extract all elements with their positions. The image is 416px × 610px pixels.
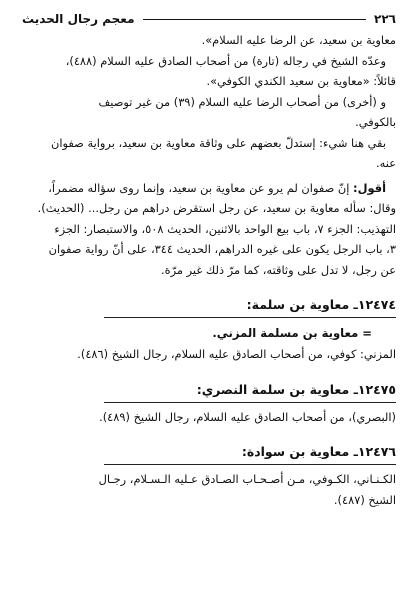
entry-12474 [22, 294, 396, 365]
entry-title: ١٢٤٧٦ـ معاوية بن سوادة: [241, 444, 396, 459]
continuation-block [22, 30, 396, 174]
text-line: بالكوفي. [355, 115, 396, 129]
text-line: معاوية بن سعيد، عن الرضا عليه السلام». [201, 33, 396, 47]
text-line: وقال: سأله معاوية بن سعيد، عن رجل استقرض دراهم من رجل... (الحديث). [37, 201, 396, 215]
text-line: و (أخرى) من أصحاب الرضا عليه السلام (٣٩) من غير توصيف [98, 94, 386, 109]
entry-text: الشيخ (٤٨٧). [333, 492, 396, 507]
entry-text: (البصري)، من أصحاب الصادق عليه السلام، رجال الشيخ (٤٨٩). [99, 409, 396, 424]
entry-divider [104, 464, 396, 465]
text-line: عن رجل، لا تدل على وثاقته، كما مرّ ذلك غير مرّة. [161, 262, 396, 277]
header-rule [143, 19, 367, 20]
text-line: عنه. [376, 156, 396, 170]
text-line: بقي هنا شيء: إستدلّ بعضهم على وثاقة معاوية بن سعيد، برواية صفوان [51, 135, 386, 150]
cross-reference: = معاوية بن مسلمة المزني. [212, 326, 372, 340]
running-title: معجم رجال الحديث [22, 12, 135, 26]
qawl-text: إنّ صفوان لم يرو عن معاوية بن سعيد، وإنما روى سؤاله مضمراً، [48, 180, 354, 195]
page-header [22, 8, 396, 30]
entry-text: الكـنـاني، الكـوفي، مـن أصـحـاب الصـادق عـليه الـسـلام، رجـال [98, 472, 396, 486]
qawl-label: أقول: [353, 180, 386, 195]
text-line: قائلاً: «معاوية بن سعيد الكندي الكوفي». [206, 74, 396, 88]
document-page [22, 8, 396, 606]
entry-text: المزني: كوفي، من أصحاب الصادق عليه السلام، رجال الشيخ (٤٨٦). [77, 347, 396, 361]
entry-title: ١٢٤٧٥ـ معاوية بن سلمة النصري: [196, 381, 396, 397]
entry-divider [104, 402, 396, 403]
entry-divider [104, 317, 396, 318]
page-number: ٢٢٦ [374, 12, 396, 26]
entry-12475 [22, 379, 396, 428]
entry-12476 [22, 441, 396, 510]
entry-title: ١٢٤٧٤ـ معاوية بن سلمة: [246, 297, 396, 312]
text-line: التهذيب: الجزء ٧، باب بيع الواحد بالاثنين، الحديث ٥٠٨، والاستبصار: الجزء [54, 221, 396, 236]
qawl-block [22, 178, 396, 281]
text-line: وعدّه الشيخ في رجاله (تارة) من أصحاب الصادق عليه السلام (٤٨٨)، [65, 53, 386, 68]
text-line: ٣، باب الرجل يكون على غيره الدراهم، الحديث ٣٤٤، على أنّ رواية صفوان [48, 242, 396, 256]
text-line [22, 178, 396, 199]
